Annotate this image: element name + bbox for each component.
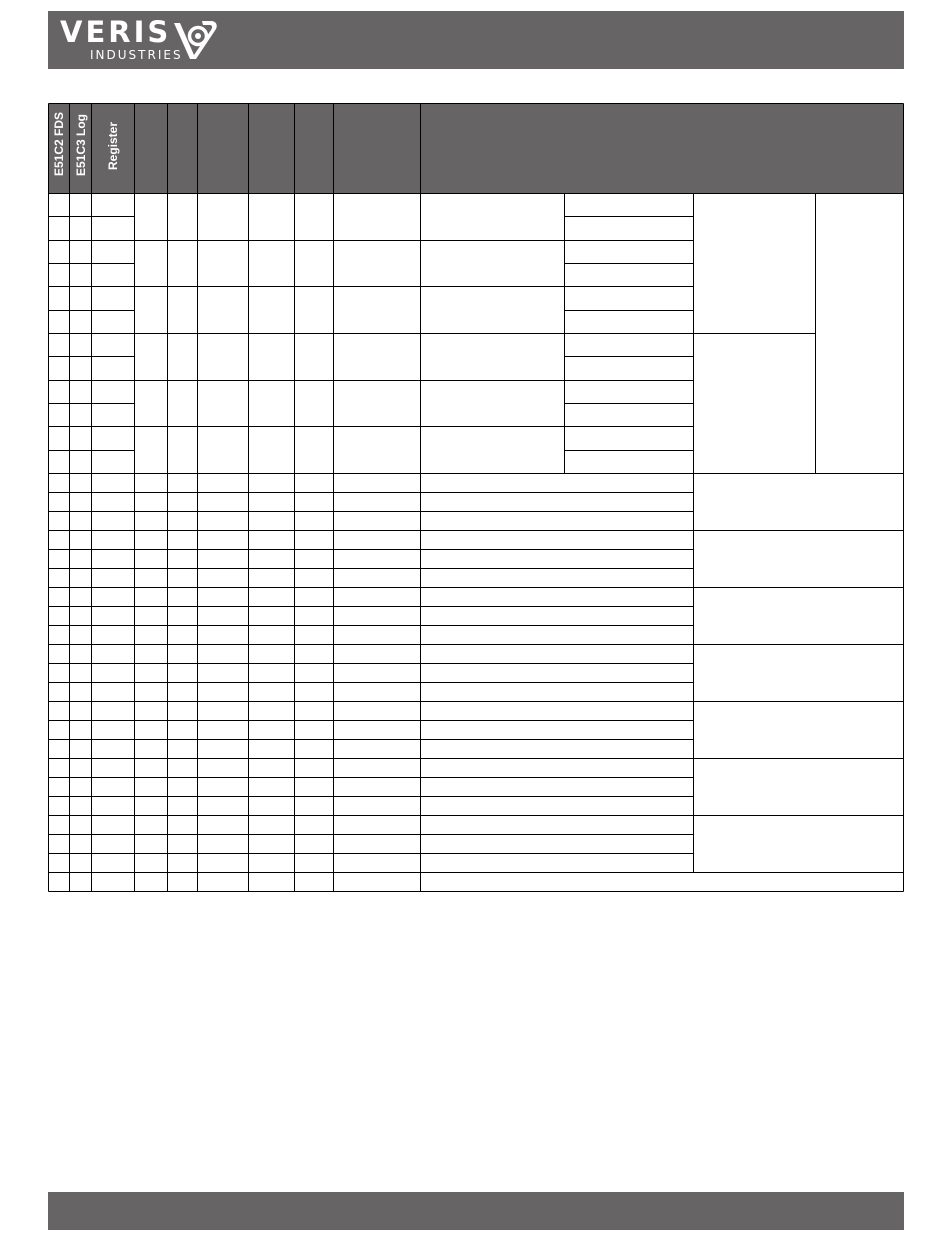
logo-sub-text: INDUSTRIES (90, 48, 183, 62)
column-header-e51c2-fds: E51C2 FDS (52, 111, 66, 176)
table-header-row (49, 104, 904, 194)
column-header-e51c3-log: E51C3 Log (74, 113, 88, 176)
column-header-register: Register (106, 121, 120, 170)
logo-brand-text: VERIS (60, 15, 172, 49)
footer-bar (48, 1192, 904, 1230)
